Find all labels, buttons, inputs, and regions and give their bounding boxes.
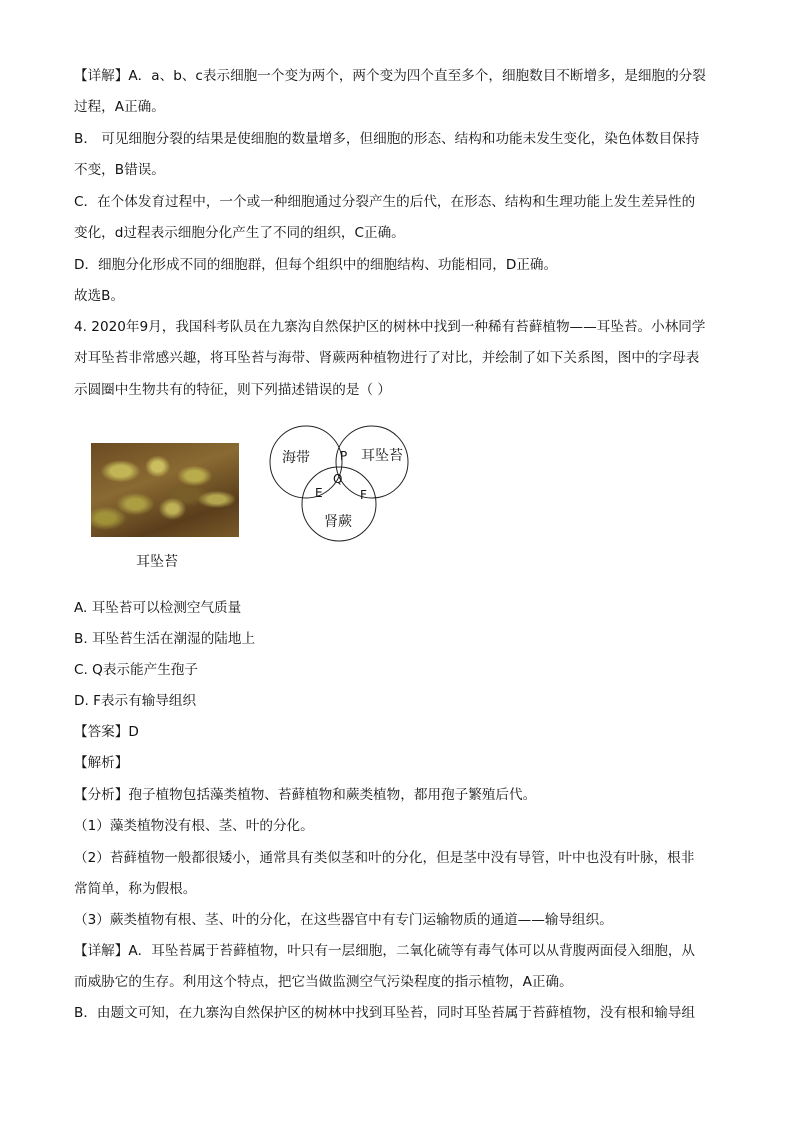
analysis-line: 【分析】孢子植物包括藻类植物、苔藓植物和蕨类植物，都用孢子繁殖后代。 bbox=[74, 787, 537, 803]
analysis-line: 【详解】A．耳坠苔属于苔藓植物，叶只有一层细胞，二氧化硫等有毒气体可以从背腹两面侵入细胞，从 bbox=[74, 943, 696, 959]
text-line: 不变，B错误。 bbox=[74, 162, 165, 178]
option-d: D. F表示有输导组织 bbox=[74, 693, 197, 709]
text-line: D．细胞分化形成不同的细胞群，但每个组织中的细胞结构、功能相同，D正确。 bbox=[74, 257, 558, 273]
text-line: 变化，d过程表示细胞分化产生了不同的组织，C正确。 bbox=[74, 225, 405, 241]
venn-region-f: F bbox=[360, 488, 367, 502]
venn-label-shenjue: 肾蕨 bbox=[324, 514, 352, 530]
analysis-line: B．由题文可知，在九寨沟自然保护区的树林中找到耳坠苔，同时耳坠苔属于苔藓植物，没有根和输导组 bbox=[74, 1005, 696, 1021]
venn-region-e: E bbox=[315, 486, 323, 500]
analysis-header: 【解析】 bbox=[74, 755, 129, 771]
option-c: C. Q表示能产生孢子 bbox=[74, 662, 198, 678]
venn-region-p: P bbox=[340, 449, 348, 463]
analysis-line: 常简单，称为假根。 bbox=[74, 881, 197, 897]
question-stem: 对耳坠苔非常感兴趣，将耳坠苔与海带、肾蕨两种植物进行了对比，并绘制了如下关系图，图中的字母表 bbox=[74, 350, 700, 366]
photo-caption: 耳坠苔 bbox=[136, 554, 178, 570]
moss-photo bbox=[91, 443, 239, 537]
venn-label-haidai: 海带 bbox=[282, 450, 310, 466]
text-line: 故选B。 bbox=[74, 288, 125, 304]
text-line: 【详解】A．a、b、c表示细胞一个变为两个，两个变为四个直至多个，细胞数目不断增多，是细胞的分裂 bbox=[74, 68, 706, 84]
text-line: B． 可见细胞分裂的结果是使细胞的数量增多，但细胞的形态、结构和功能未发生变化，染色体数目保持 bbox=[74, 131, 700, 147]
option-a: A. 耳坠苔可以检测空气质量 bbox=[74, 600, 242, 616]
question-stem: 4. 2020年9月，我国科考队员在九寨沟自然保护区的树林中找到一种稀有苔藓植物——耳坠苔。小林同学 bbox=[74, 319, 706, 335]
venn-label-erzhuitai: 耳坠苔 bbox=[361, 448, 403, 464]
text-line: C．在个体发育过程中，一个或一种细胞通过分裂产生的后代，在形态、结构和生理功能上发生差异性的 bbox=[74, 194, 696, 210]
venn-region-q: Q bbox=[333, 472, 343, 486]
answer-line: 【答案】D bbox=[74, 724, 139, 740]
analysis-line: （1）藻类植物没有根、茎、叶的分化。 bbox=[74, 818, 314, 834]
venn-diagram bbox=[266, 420, 416, 546]
text-line: 过程，A正确。 bbox=[74, 99, 165, 115]
question-stem: 示圆圈中生物共有的特征，则下列描述错误的是（ ） bbox=[74, 382, 391, 398]
analysis-line: 而威胁它的生存。利用这个特点，把它当做监测空气污染程度的指示植物，A正确。 bbox=[74, 974, 573, 990]
option-b: B. 耳坠苔生活在潮湿的陆地上 bbox=[74, 631, 256, 647]
analysis-line: （2）苔藓植物一般都很矮小，通常具有类似茎和叶的分化，但是茎中没有导管，叶中也没有叶脉，根非 bbox=[74, 850, 695, 866]
analysis-line: （3）蕨类植物有根、茎、叶的分化，在这些器官中有专门运输物质的通道——输导组织。 bbox=[74, 912, 613, 928]
